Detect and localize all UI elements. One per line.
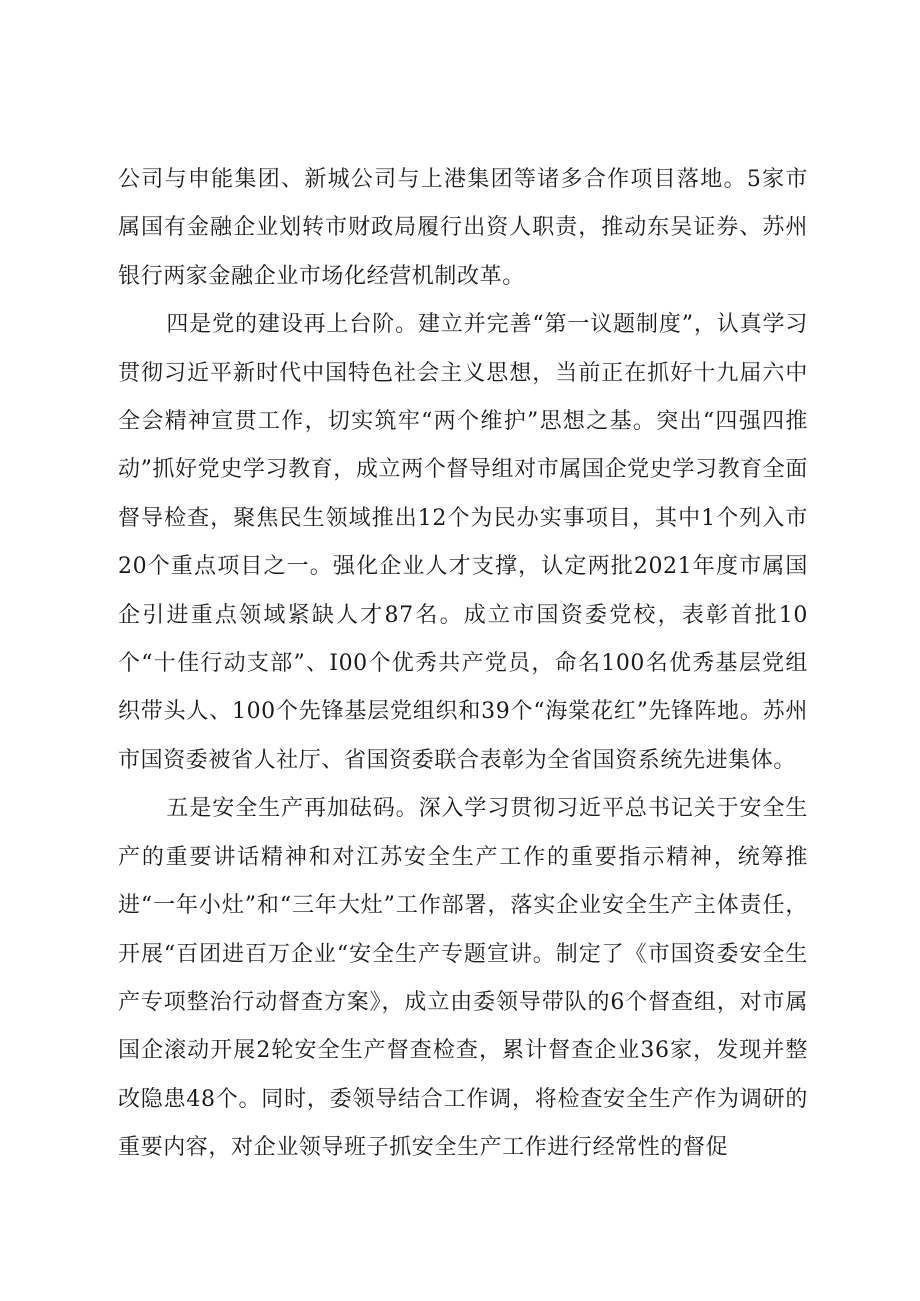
document-body	[118, 156, 808, 1173]
paragraph-party-building: 四是党的建设再上台阶。建立并完善“第一议题制度”，认真学习贯彻习近平新时代中国特色社会主义思想，当前正在抓好十九届六中全会精神宣贯工作，切实筑牢“两个维护”思想之基。突出“四强四推动”抓好党史学习教育，成立两个督导组对市属国企党史学习教育全面督导检查，聚焦民生领域推出12个为民办实事项目，其中1个列入市20个重点项目之一。强化企业人才支撑，认定两批2021年度市属国企引进重点领域紧缺人才87名。成立市国资委党校，表彰首批10个“十佳行动支部”、I00个优秀共产党员，命名100名优秀基层党组织带头人、100个先锋基层党组织和39个“海棠花红”先锋阵地。苏州市国资委被省人社厅、省国资委联合表彰为全省国资系统先进集体。	[118, 312, 808, 773]
paragraph-continuation: 公司与申能集团、新城公司与上港集团等诸多合作项目落地。5家市属国有金融企业划转市财政局履行出资人职责，推动东吴证券、苏州银行两家金融企业市场化经营机制改革。	[118, 167, 808, 289]
paragraph-safety-production: 五是安全生产再加砝码。深入学习贯彻习近平总书记关于安全生产的重要讲话精神和对江苏安全生产工作的重要指示精神，统筹推进“一年小灶”和“三年大灶”工作部署，落实企业安全生产主体责任，开展“百团进百万企业“安全生产专题宣讲。制定了《市国资委安全生产专项整治行动督查方案》，成立由委领导带队的6个督查组，对市属国企滚动开展2轮安全生产督查检查，累计督查企业36家，发现并整改隐患48个。同时，委领导结合工作调，将检查安全生产作为调研的重要内容，对企业领导班子抓安全生产工作进行经常性的督促	[118, 796, 808, 1161]
